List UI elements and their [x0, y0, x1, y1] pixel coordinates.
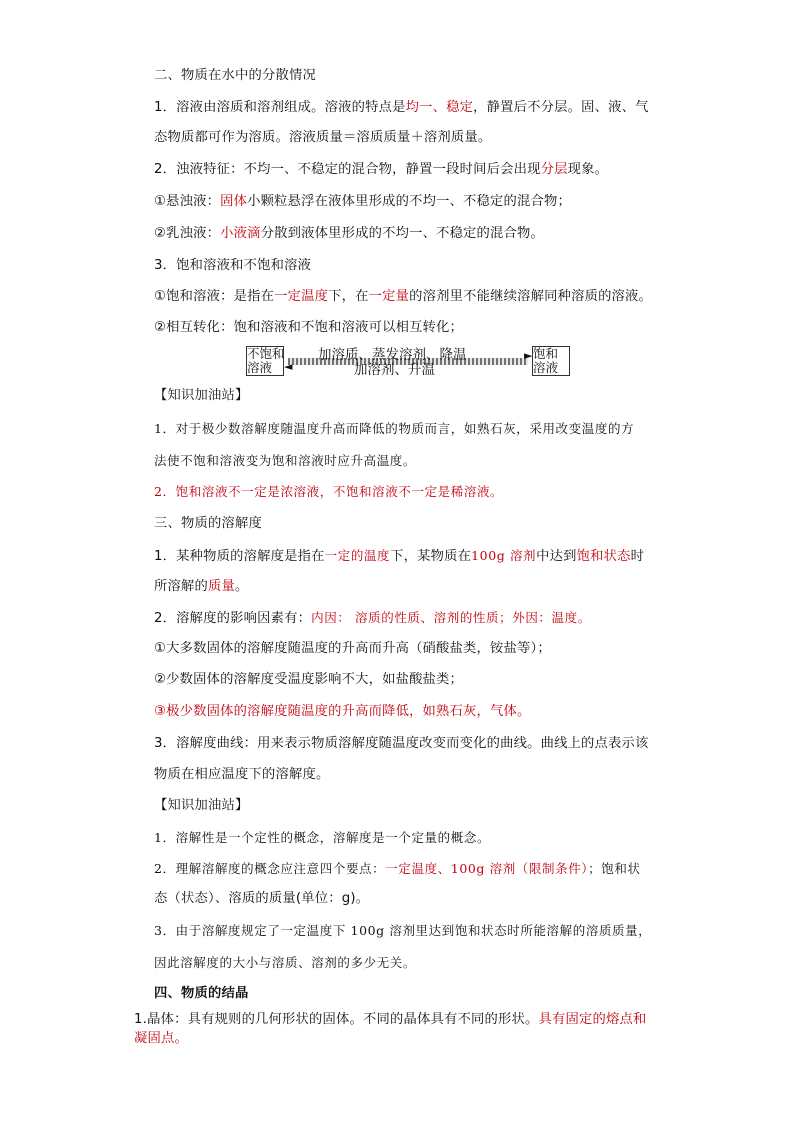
highlight-text: 稳定 — [446, 100, 474, 115]
unsaturated-box — [246, 346, 284, 376]
box-label: 溶液 — [533, 360, 559, 375]
paragraph — [154, 577, 249, 597]
paragraph — [154, 160, 608, 180]
highlight-text: 一定温度 — [274, 289, 329, 304]
text: ；饱和状 — [588, 861, 641, 876]
box-label: 不饱和 — [247, 346, 285, 361]
text: 时 — [630, 549, 645, 564]
tip-text: 法使不饱和溶液变为饱和溶液时应升高温度。 — [154, 453, 417, 468]
tip-text: 态（状态）、溶质的质量(单位：g)。 — [154, 891, 370, 906]
paragraph: ①大多数固体的溶解度随温度的升高而升高（硝酸盐类，铵盐等）； — [154, 641, 551, 656]
paragraph — [154, 98, 649, 118]
text: 1．溶液由溶质和溶剂组成。溶液的特点是 — [154, 100, 406, 115]
text: ，静置后不分层。固、液、气 — [473, 100, 649, 115]
tip-title: 【知识加油站】 — [154, 388, 249, 403]
paragraph-highlight: ③极少数固体的溶解度随温度的升高而降低，如熟石灰，气体。 — [154, 704, 531, 719]
highlight-text: 内因： 溶质的性质、溶剂的性质；外因：温度。 — [311, 610, 591, 625]
conversion-diagram — [246, 346, 568, 376]
section-2-title: 二、物质在水中的分散情况 — [154, 68, 316, 83]
paragraph: 3．溶解度曲线：用来表示物质溶解度随温度改变而变化的曲线。曲线上的点表示该 — [154, 736, 649, 751]
text: 1.晶体：具有规则的几何形状的固体。不同的晶体具有不同的形状。 — [134, 1012, 539, 1027]
text: 中达到 — [536, 549, 577, 564]
highlight-text: 一定量 — [368, 289, 410, 304]
highlight-text: 一定温度、100g 溶剂（限制条件） — [385, 861, 589, 876]
highlight-text: 小液滴 — [220, 226, 261, 241]
tip-text: 1．溶解性是一个定性的概念，溶解度是一个定量的概念。 — [154, 830, 491, 845]
paragraph: ②少数固体的溶解度受温度影响不大，如盐酸盐类； — [154, 672, 464, 687]
forward-condition: 加溶质、蒸发溶剂、降温 — [318, 347, 467, 363]
text: 小颗粒悬浮在液体里形成的不均一、不稳定的混合物； — [247, 194, 572, 209]
text: 现象。 — [567, 162, 609, 177]
tip-text-highlight: 2．饱和溶液不一定是浓溶液，不饱和溶液不一定是稀溶液。 — [154, 484, 504, 499]
box-label: 饱和 — [533, 346, 559, 361]
highlight-text: 质量 — [208, 579, 235, 594]
text: 2．溶解度的影响因素有： — [154, 611, 312, 626]
paragraph: 态物质都可作为溶质。溶液质量＝溶质质量＋溶剂质量。 — [154, 130, 492, 145]
text: 的溶剂里不能继续溶解同种溶质的溶液。 — [409, 289, 653, 304]
tip-title: 【知识加油站】 — [154, 798, 249, 813]
text: 1．某种物质的溶解度是指在 — [154, 549, 325, 564]
reverse-condition: 加溶剂、升温 — [354, 362, 435, 378]
paragraph — [154, 224, 544, 244]
text: 下，在 — [328, 289, 369, 304]
text: ②乳浊液： — [154, 226, 221, 241]
tip-text: 1．对于极少数溶解度随温度升高而降低的物质而言，如熟石灰，采用改变温度的方 — [154, 421, 635, 436]
section-4-title: 四、物质的结晶 — [154, 986, 249, 1001]
tip-text: 3．由于溶解度规定了一定温度下 100g 溶剂里达到饱和状态时所能溶解的溶质质量， — [154, 923, 652, 938]
paragraph — [154, 192, 571, 212]
arrow-right-icon: ► — [524, 349, 533, 362]
paragraph — [134, 1010, 646, 1030]
highlight-text: 固体 — [220, 194, 248, 209]
box-label: 溶液 — [247, 360, 273, 375]
highlight-text: 分层 — [540, 162, 568, 177]
highlight-text: 、 — [432, 100, 447, 115]
paragraph-highlight: 凝固点。 — [134, 1031, 188, 1046]
highlight-text: 100g 溶剂 — [471, 548, 537, 563]
text: ①悬浊液： — [154, 194, 221, 209]
highlight-text: 一定的温度 — [324, 548, 391, 563]
text: 分散到液体里形成的不均一、不稳定的混合物。 — [260, 226, 545, 241]
tip-text: 因此溶解度的大小与溶质、溶剂的多少无关。 — [154, 955, 417, 970]
highlight-text: 具有固定的熔点和 — [538, 1012, 647, 1027]
saturated-box — [532, 346, 570, 376]
paragraph: 物质在相应温度下的溶解度。 — [154, 767, 330, 782]
text: 所溶解的 — [154, 579, 208, 594]
paragraph — [154, 608, 591, 629]
text: 2．理解溶解度的概念应注意四个要点： — [154, 861, 386, 876]
text: 下，某物质在 — [390, 549, 472, 564]
highlight-text: 均一 — [405, 100, 433, 115]
subheading: 3．饱和溶液和不饱和溶液 — [154, 258, 312, 273]
arrow-left-icon: ◄ — [284, 360, 293, 373]
text: 2．浊液特征：不均一、不稳定的混合物，静置一段时间后会出现 — [154, 162, 541, 177]
highlight-text: 饱和状态 — [576, 549, 631, 564]
section-3-title: 三、物质的溶解度 — [154, 516, 262, 531]
paragraph: ②相互转化：饱和溶液和不饱和溶液可以相互转化； — [154, 320, 464, 335]
text: 。 — [235, 579, 249, 594]
paragraph — [154, 287, 652, 307]
paragraph — [154, 546, 644, 567]
tip-text — [154, 859, 641, 879]
text: ①饱和溶液：是指在 — [154, 289, 275, 304]
